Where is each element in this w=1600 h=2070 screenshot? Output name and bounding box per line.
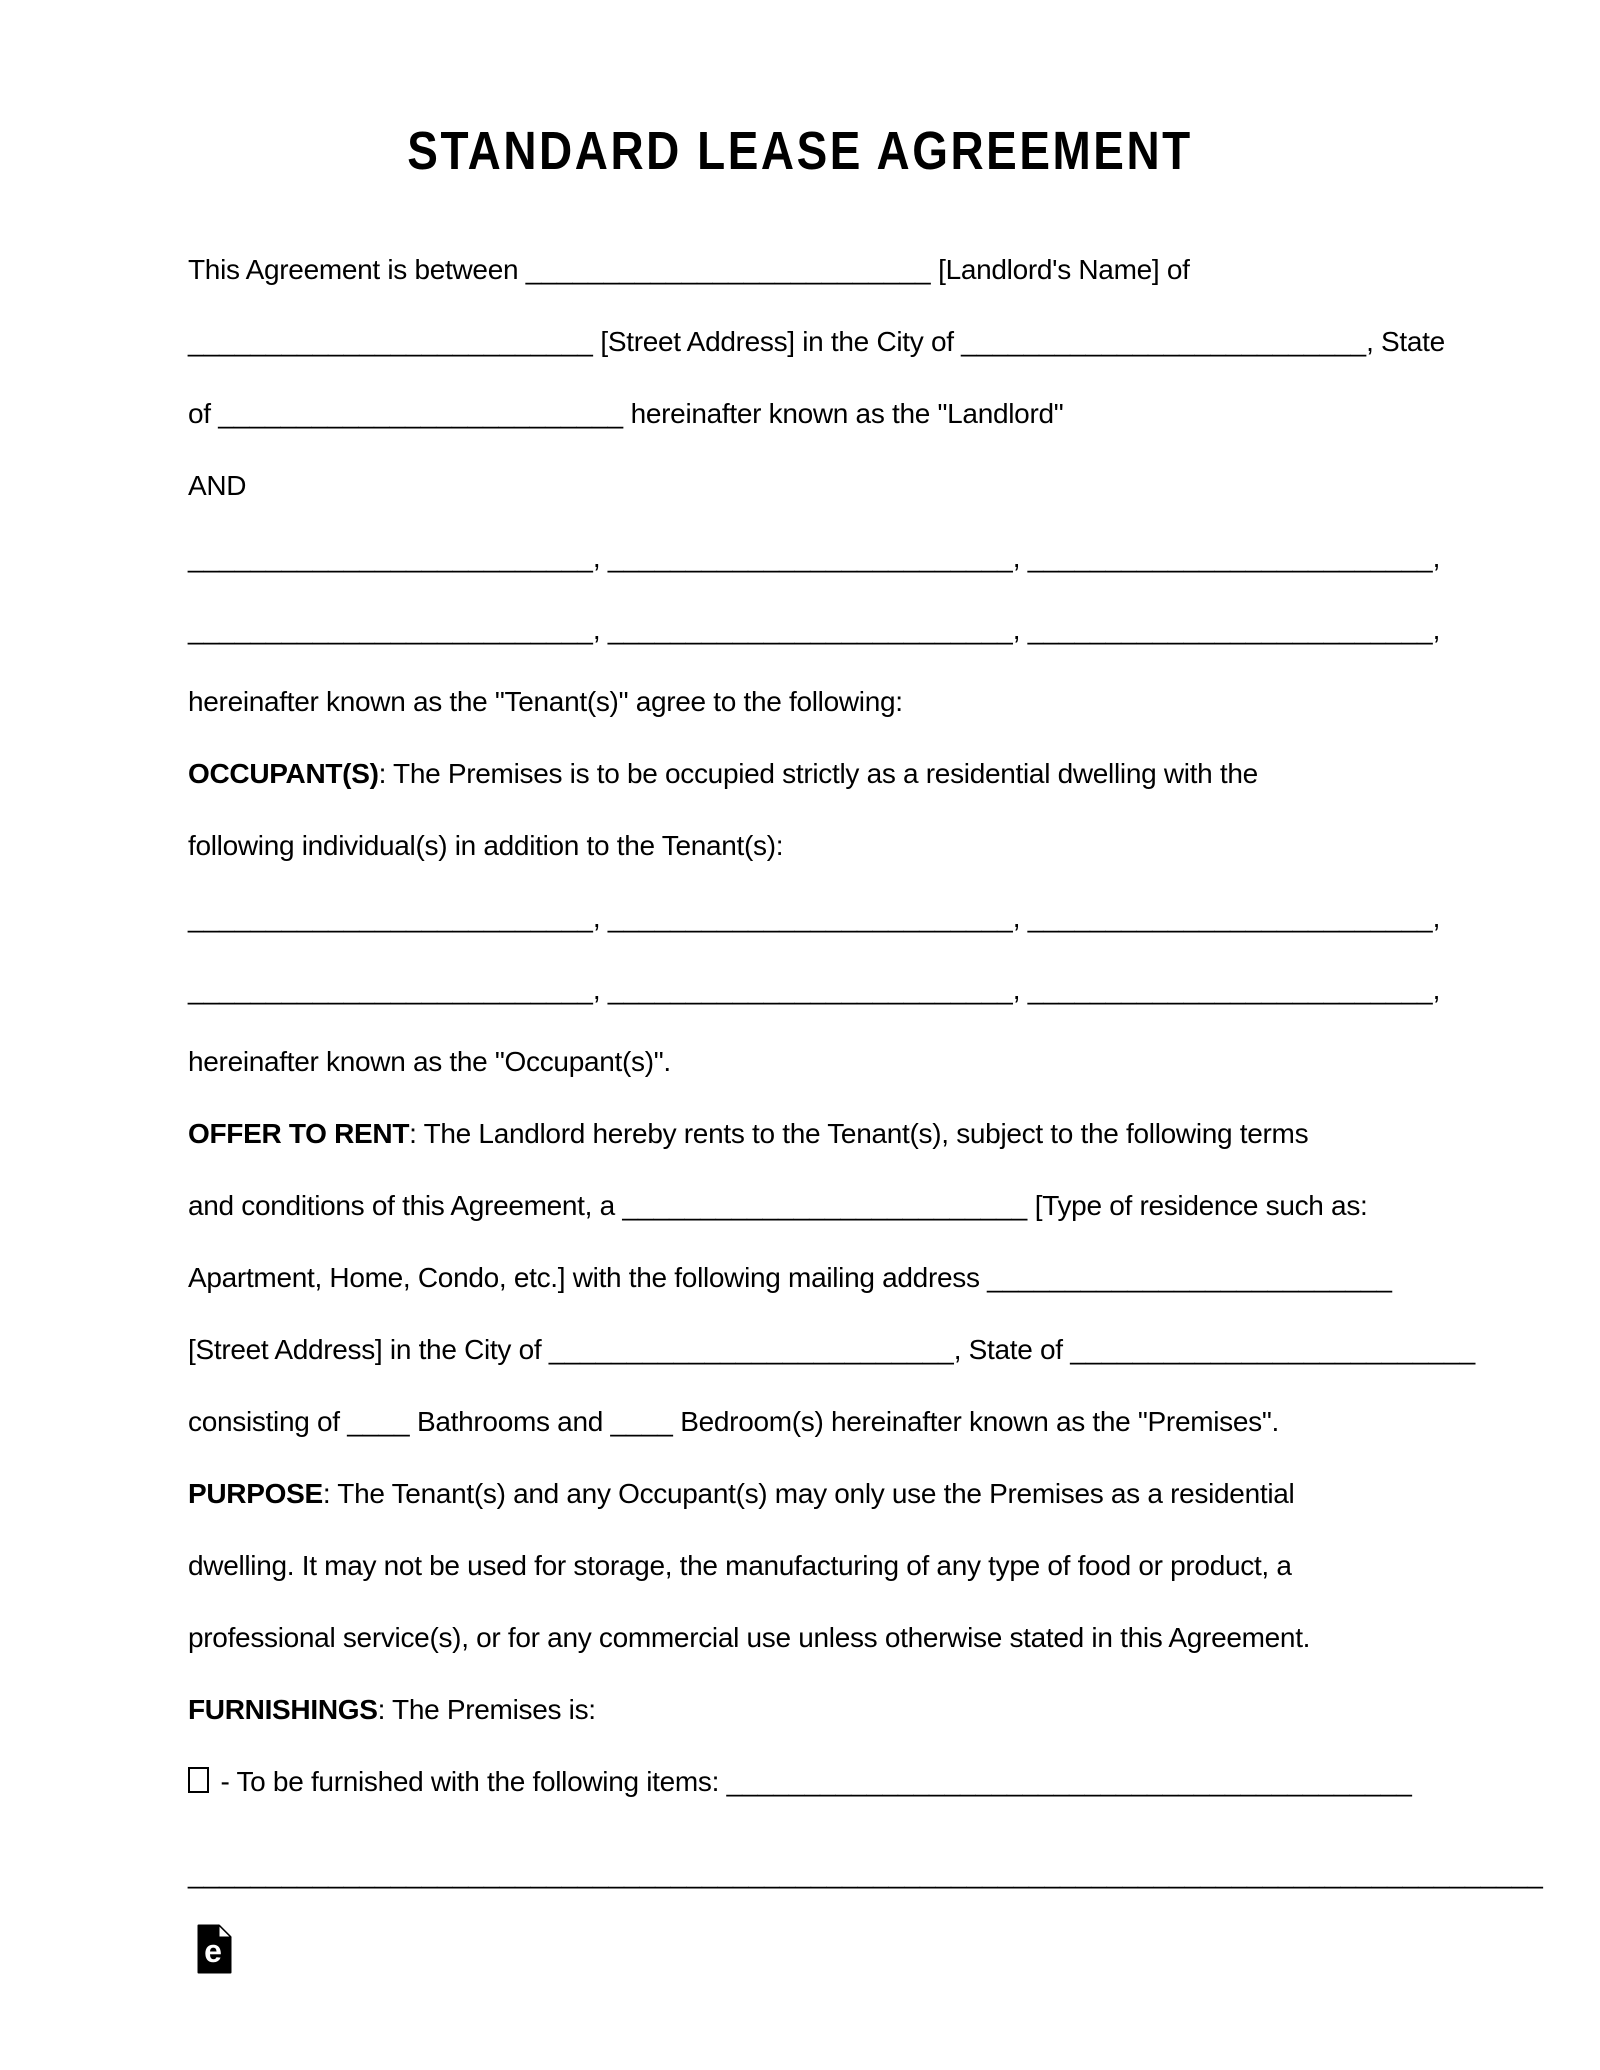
doc-line-22 [188,1746,1412,1818]
doc-text: , [1012,902,1028,933]
blank-field[interactable]: __________________________ [1070,1334,1476,1365]
doc-text: : The Tenant(s) and any Occupant(s) may only use the Premises as a residential [322,1478,1295,1509]
blank-field[interactable]: ____________________________________________ [726,1766,1412,1797]
doc-line-12 [188,1026,1412,1098]
doc-line-9 [188,810,1412,882]
doc-line-18 [188,1458,1412,1530]
doc-text: , [1012,542,1028,573]
doc-line-19 [188,1530,1412,1602]
doc-text: , [1432,974,1441,1005]
section-heading: PURPOSE [188,1478,323,1509]
doc-line-10 [188,882,1441,954]
blank-field[interactable]: ____ [347,1406,410,1437]
doc-line-16 [188,1314,1476,1386]
doc-text: hereinafter known as the "Occupant(s)". [188,1046,671,1077]
doc-text: [Street Address] in the City of [592,326,962,357]
doc-line-13 [188,1098,1412,1170]
doc-line-15 [188,1242,1412,1314]
blank-field[interactable]: __________________________ [188,974,593,1005]
doc-text: , [592,974,608,1005]
section-heading: FURNISHINGS [188,1694,378,1725]
doc-line-3 [188,378,1412,450]
furnished-checkbox[interactable] [188,1767,209,1793]
doc-line-7 [188,666,1412,738]
doc-line-1 [188,234,1412,306]
doc-text: : The Premises is: [377,1694,596,1725]
eforms-logo-icon [197,1924,232,1974]
blank-field[interactable]: __________________________ [607,542,1013,573]
blank-field[interactable]: __________________________ [188,614,593,645]
doc-text: , [592,542,608,573]
blank-field[interactable]: __________________________ [1027,614,1433,645]
doc-text: , [1432,902,1441,933]
doc-text: professional service(s), or for any commercial use unless otherwise stated in this Agreement. [188,1622,1311,1653]
doc-text: Bathrooms and [409,1406,611,1437]
doc-text: , State of [953,1334,1071,1365]
doc-line-4 [188,450,1412,522]
blank-field[interactable]: __________________________ [987,1262,1393,1293]
doc-text: , State [1366,326,1445,357]
doc-text: consisting of [188,1406,348,1437]
doc-text: hereinafter known as the "Landlord" [623,398,1064,429]
doc-text: Bedroom(s) hereinafter known as the "Premises". [672,1406,1279,1437]
blank-field[interactable]: _______________________________________________________________________________________ [188,1858,1543,1889]
doc-line-23 [188,1838,1543,1910]
doc-line-6 [188,594,1441,666]
doc-text: and conditions of this Agreement, a [188,1190,623,1221]
doc-text: dwelling. It may not be used for storage, the manufacturing of any type of food or product, a [188,1550,1292,1581]
section-heading: OFFER TO RENT [188,1118,410,1149]
doc-text: , [1432,614,1441,645]
doc-text: of [188,398,219,429]
blank-field[interactable]: __________________________ [218,398,624,429]
blank-field[interactable]: __________________________ [525,254,931,285]
doc-text: , [1012,974,1028,1005]
doc-text: : The Landlord hereby rents to the Tenant(s), subject to the following terms [409,1118,1309,1149]
doc-text: Apartment, Home, Condo, etc.] with the following mailing address [188,1262,988,1293]
blank-field[interactable]: __________________________ [961,326,1367,357]
blank-field[interactable]: __________________________ [188,902,593,933]
doc-line-14 [188,1170,1412,1242]
doc-text: hereinafter known as the "Tenant(s)" agree to the following: [188,686,903,717]
doc-text: , [592,902,608,933]
doc-text: [Landlord's Name] of [930,254,1190,285]
doc-text: : The Premises is to be occupied strictly as a residential dwelling with the [378,758,1258,789]
blank-field[interactable]: __________________________ [188,542,593,573]
doc-text: , [592,614,608,645]
doc-line-17 [188,1386,1412,1458]
blank-field[interactable]: __________________________ [188,326,593,357]
doc-text: AND [188,470,247,501]
doc-text: This Agreement is between [188,254,526,285]
blank-field[interactable]: __________________________ [1027,974,1433,1005]
logo-letter: e [204,1933,222,1969]
doc-line-20 [188,1602,1412,1674]
blank-field[interactable]: __________________________ [607,902,1013,933]
doc-line-2 [188,306,1445,378]
document-title [0,0,1600,182]
document-title-text: STANDARD LEASE AGREEMENT [407,121,1193,181]
doc-line-5 [188,522,1441,594]
doc-text: following individual(s) in addition to the Tenant(s): [188,830,784,861]
blank-field[interactable]: __________________________ [1027,902,1433,933]
doc-text: - To be furnished with the following items: [213,1766,727,1797]
doc-text: , [1012,614,1028,645]
document-body [188,234,1543,1910]
doc-text: , [1432,542,1441,573]
doc-line-21 [188,1674,1412,1746]
blank-field[interactable]: __________________________ [607,974,1013,1005]
section-heading: OCCUPANT(S) [188,758,379,789]
doc-text: [Street Address] in the City of [188,1334,549,1365]
blank-field[interactable]: __________________________ [622,1190,1028,1221]
doc-text: [Type of residence such as: [1027,1190,1368,1221]
doc-line-8 [188,738,1412,810]
blank-field[interactable]: __________________________ [1027,542,1433,573]
blank-field[interactable]: __________________________ [548,1334,954,1365]
blank-field[interactable]: ____ [610,1406,673,1437]
blank-field[interactable]: __________________________ [607,614,1013,645]
doc-line-11 [188,954,1441,1026]
